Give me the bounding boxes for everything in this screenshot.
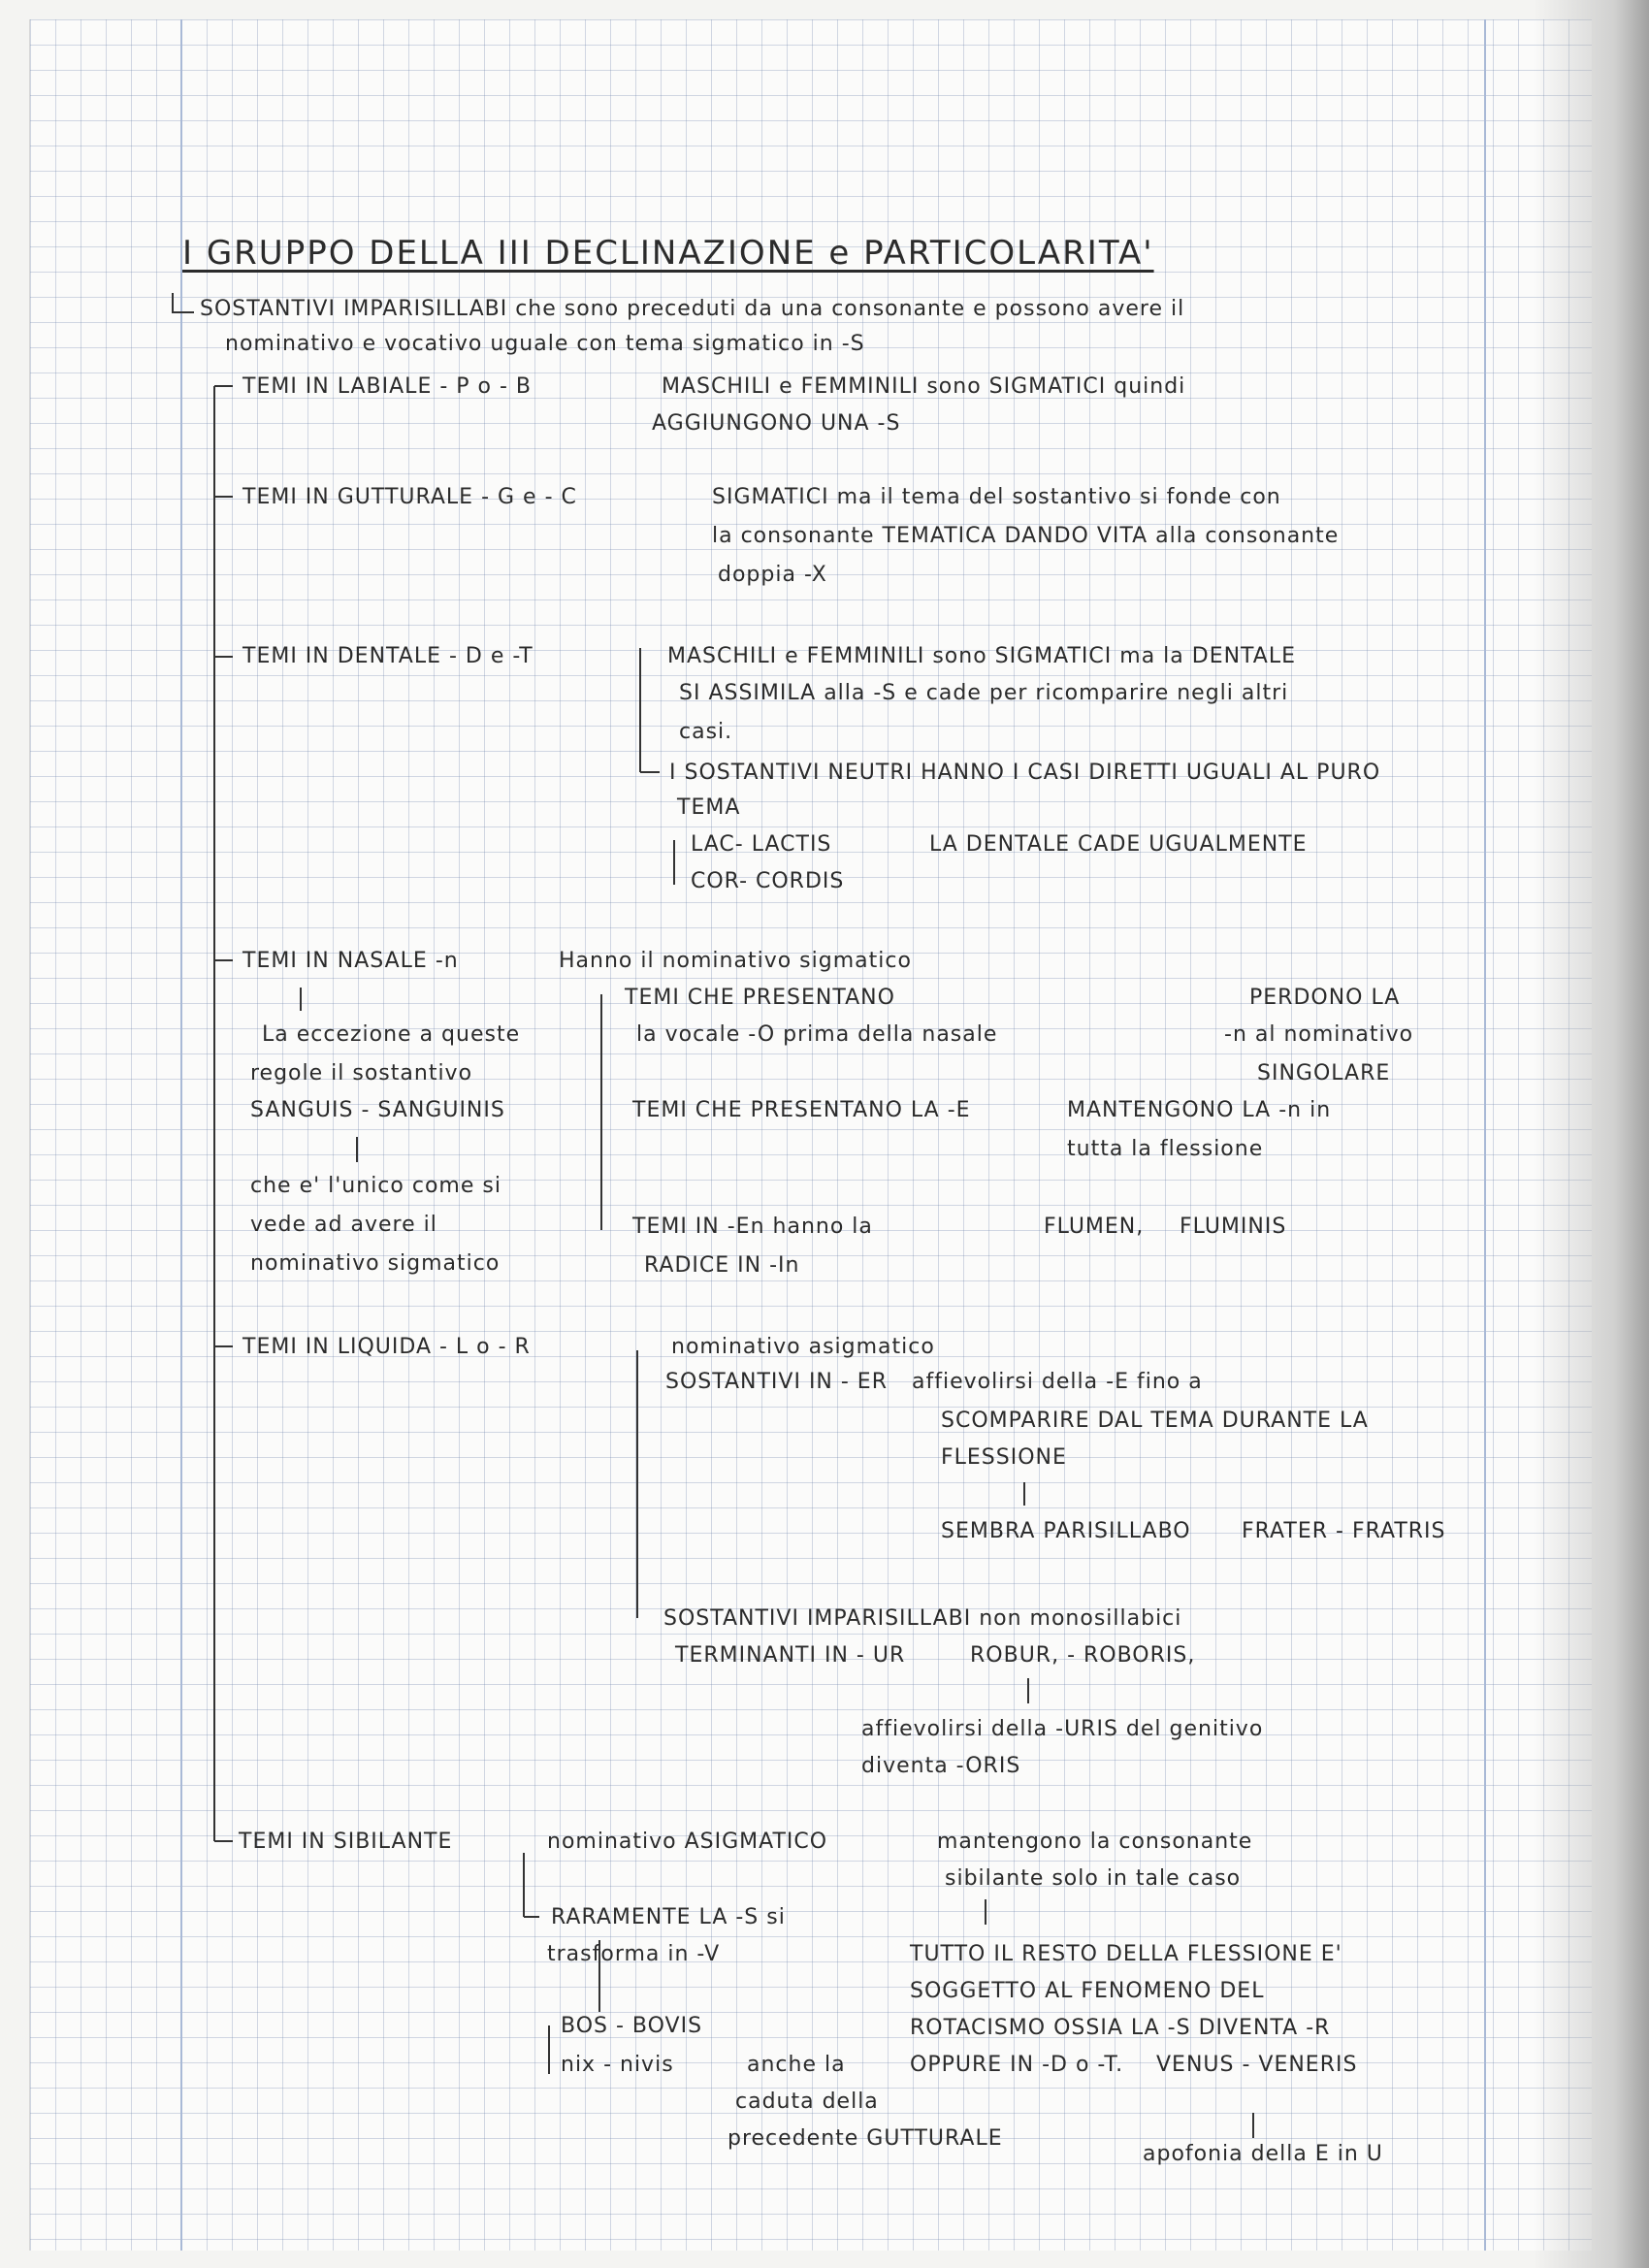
nasale-sub3-example-1: FLUMEN,: [1044, 1215, 1145, 1239]
page-edge-shadow: [1533, 0, 1649, 2268]
sibilante-example-1: BOS - BOVIS: [561, 2014, 703, 2038]
sibilante-rest-1: TUTTO IL RESTO DELLA FLESSIONE E': [910, 1942, 1342, 1966]
nasale-sub1-b: la vocale -O prima della nasale: [636, 1022, 998, 1047]
liquida-label: TEMI IN LIQUIDA - L o - R: [242, 1335, 531, 1359]
nasale-sub1-c-3: SINGOLARE: [1257, 1061, 1391, 1085]
nasale-sub3-a: TEMI IN -En hanno la: [632, 1215, 873, 1239]
nasale-label: TEMI IN NASALE -n: [242, 949, 459, 973]
sibilante-example-2-note-3: precedente GUTTURALE: [728, 2126, 1003, 2151]
sibilante-a: nominativo ASIGMATICO: [547, 1830, 828, 1854]
nasale-sub1-c-2: -n al nominativo: [1224, 1022, 1414, 1047]
gutturale-label: TEMI IN GUTTURALE - G e - C: [242, 485, 577, 509]
dentale-example-1-note: LA DENTALE CADE UGUALMENTE: [929, 832, 1308, 857]
labiale-desc-2: AGGIUNGONO UNA -S: [652, 411, 901, 436]
sibilante-a-3: sibilante solo in tale caso: [945, 1866, 1242, 1891]
dentale-neutri-2: TEMA: [677, 795, 741, 820]
sibilante-rest-5: VENUS - VENERIS: [1156, 2053, 1358, 2077]
right-margin-line: [1484, 19, 1486, 2251]
sibilante-rest-3: ROTACISMO OSSIA LA -S DIVENTA -R: [910, 2016, 1331, 2040]
liquida-b-4: FLESSIONE: [941, 1445, 1067, 1470]
sibilante-b-1: RARAMENTE LA -S si: [551, 1905, 786, 1929]
nasale-sub2-b-1: MANTENGONO LA -n in: [1067, 1098, 1332, 1122]
nasale-sub2-b-2: tutta la flessione: [1067, 1137, 1264, 1161]
liquida-c-2: TERMINANTI IN - UR: [675, 1643, 906, 1668]
liquida-c-4: affievolirsi della -URIS del genitivo: [861, 1717, 1264, 1741]
liquida-c-1: SOSTANTIVI IMPARISILLABI non monosillabici: [663, 1606, 1182, 1631]
dentale-desc-1: MASCHILI e FEMMINILI sono SIGMATICI ma la DENTALE: [667, 644, 1296, 668]
sibilante-example-2-note-1: anche la: [747, 2053, 846, 2077]
nasale-exception-4: che e' l'unico come si: [250, 1174, 501, 1198]
nasale-exception-5: vede ad avere il: [250, 1213, 437, 1237]
gutturale-desc-2: la consonante TEMATICA DANDO VITA alla consonante: [712, 524, 1340, 548]
dentale-example-2: COR- CORDIS: [691, 869, 845, 893]
dentale-desc-2: SI ASSIMILA alla -S e cade per ricomparire negli altri: [679, 681, 1289, 705]
sibilante-rest-2: SOGGETTO AL FENOMENO DEL: [910, 1979, 1265, 2003]
sibilante-rest-6: apofonia della E in U: [1143, 2142, 1383, 2166]
intro-line-1: SOSTANTIVI IMPARISILLABI che sono preceduti da una consonante e possono avere il: [200, 297, 1185, 321]
liquida-b-2: affievolirsi della -E fino a: [912, 1370, 1203, 1394]
liquida-c-3: ROBUR, - ROBORIS,: [970, 1643, 1196, 1668]
nasale-sub1-c-1: PERDONO LA: [1249, 986, 1401, 1010]
nasale-sub1-a: TEMI CHE PRESENTANO: [625, 986, 895, 1010]
gutturale-desc-3: doppia -X: [718, 563, 827, 587]
liquida-a: nominativo asigmatico: [671, 1335, 935, 1359]
sibilante-a-2: mantengono la consonante: [937, 1830, 1253, 1854]
nasale-exception-6: nominativo sigmatico: [250, 1251, 501, 1276]
sibilante-example-2-note-2: caduta della: [735, 2090, 879, 2114]
page-title: I GRUPPO DELLA III DECLINAZIONE e PARTICOLARITA': [182, 234, 1154, 273]
labiale-desc-1: MASCHILI e FEMMINILI sono SIGMATICI quindi: [662, 374, 1186, 399]
liquida-c-5: diventa -ORIS: [861, 1754, 1021, 1778]
dentale-label: TEMI IN DENTALE - D e -T: [242, 644, 534, 668]
liquida-b-6: FRATER - FRATRIS: [1242, 1519, 1446, 1543]
sibilante-label: TEMI IN SIBILANTE: [239, 1830, 453, 1854]
nasale-exception-1: La eccezione a queste: [262, 1022, 521, 1047]
sibilante-example-2: nix - nivis: [561, 2053, 674, 2077]
gutturale-desc-1: SIGMATICI ma il tema del sostantivo si fonde con: [712, 485, 1281, 509]
sibilante-rest-4: OPPURE IN -D o -T.: [910, 2053, 1124, 2077]
dentale-desc-3: casi.: [679, 720, 733, 744]
liquida-b-1: SOSTANTIVI IN - ER: [665, 1370, 888, 1394]
sibilante-b-2: trasforma in -V: [547, 1942, 721, 1966]
nasale-desc: Hanno il nominativo sigmatico: [559, 949, 912, 973]
intro-line-2: nominativo e vocativo uguale con tema sigmatico in -S: [225, 332, 865, 356]
nasale-exception-3: SANGUIS - SANGUINIS: [250, 1098, 505, 1122]
labiale-label: TEMI IN LABIALE - P o - B: [242, 374, 533, 399]
nasale-sub3-b: RADICE IN -In: [644, 1253, 800, 1278]
nasale-exception-2: regole il sostantivo: [250, 1061, 473, 1085]
dentale-example-1: LAC- LACTIS: [691, 832, 832, 857]
liquida-b-5: SEMBRA PARISILLABO: [941, 1519, 1191, 1543]
left-margin-line: [180, 19, 182, 2251]
nasale-sub2-a: TEMI CHE PRESENTANO LA -E: [632, 1098, 971, 1122]
nasale-sub3-example-2: FLUMINIS: [1180, 1215, 1287, 1239]
dentale-neutri-1: I SOSTANTIVI NEUTRI HANNO I CASI DIRETTI UGUALI AL PURO: [669, 761, 1381, 785]
liquida-b-3: SCOMPARIRE DAL TEMA DURANTE LA: [941, 1409, 1369, 1433]
